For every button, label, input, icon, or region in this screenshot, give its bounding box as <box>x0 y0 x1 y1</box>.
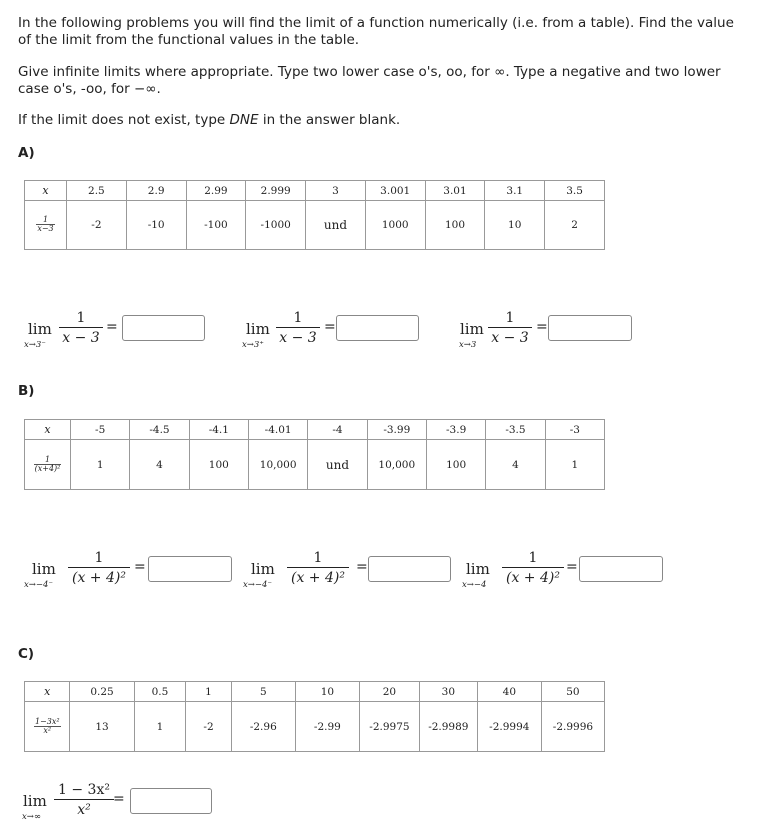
f-header-den: x−3 <box>37 224 54 233</box>
x-value: 3.1 <box>485 181 545 201</box>
lim-subscript: x→3 <box>459 340 477 350</box>
lim-subscript: x→3⁺ <box>242 340 264 350</box>
part-c-f-row <box>25 702 605 752</box>
f-value: 1 <box>134 702 186 752</box>
f-value: 10 <box>485 201 545 250</box>
x-value: -4.1 <box>189 420 248 440</box>
f-value: 1 <box>545 440 604 490</box>
fraction-num: 1 − 3x² <box>54 782 114 800</box>
f-value: -100 <box>186 201 246 250</box>
part-c-label: C) <box>18 646 35 662</box>
part-b-label: B) <box>18 383 35 399</box>
x-value: 40 <box>477 682 541 702</box>
lim-subscript: x→∞ <box>22 812 41 822</box>
f-header-num: 1−3x² <box>34 716 60 726</box>
f-header-den: (x+4)² <box>34 463 61 473</box>
answer-a2-input[interactable] <box>336 315 419 341</box>
f-value: 10,000 <box>248 440 307 490</box>
f-header-num: 1 <box>34 456 62 465</box>
x-value: 2.999 <box>246 181 306 201</box>
x-value: 2.5 <box>67 181 127 201</box>
f-value: -2.9975 <box>359 702 419 752</box>
x-header: x <box>25 181 67 201</box>
intro-p3-end: in the answer blank. <box>258 112 401 128</box>
x-value: 1 <box>186 682 231 702</box>
part-b-f-row <box>25 440 605 490</box>
f-value: 100 <box>425 201 485 250</box>
x-value: 30 <box>419 682 477 702</box>
f-value: -2.9994 <box>477 702 541 752</box>
part-b-table <box>24 419 605 490</box>
lim-subscript: x→−4⁻ <box>24 580 53 590</box>
x-value: 20 <box>359 682 419 702</box>
x-value: 3.001 <box>365 181 425 201</box>
f-value: 1 <box>71 440 130 490</box>
fraction <box>59 310 103 346</box>
f-header-num: 1 <box>36 216 54 225</box>
fraction <box>276 310 320 346</box>
x-value: 3.01 <box>425 181 485 201</box>
answer-b3-input[interactable] <box>579 556 663 582</box>
f-value: -2 <box>186 702 231 752</box>
f-header <box>25 440 71 490</box>
equals-sign: = <box>566 559 578 575</box>
fraction <box>68 550 130 586</box>
equals-sign: = <box>134 559 146 575</box>
fraction-num: 1 <box>59 310 103 328</box>
fraction-den: (x + 4)² <box>506 570 560 586</box>
lim-text: lim <box>32 560 56 578</box>
lim-subscript: x→−4⁻ <box>243 580 272 590</box>
f-value: und <box>306 201 366 250</box>
f-value: 10,000 <box>367 440 426 490</box>
part-c-table <box>24 681 605 752</box>
fraction-num: 1 <box>68 550 130 568</box>
f-value: und <box>308 440 367 490</box>
fraction <box>287 550 349 586</box>
fraction-num: 1 <box>502 550 564 568</box>
lim-text: lim <box>460 320 484 338</box>
part-a-x-row <box>25 181 605 201</box>
f-value: -1000 <box>246 201 306 250</box>
x-value: 2.9 <box>126 181 186 201</box>
intro-paragraph-3 <box>18 112 738 129</box>
f-value: 13 <box>70 702 134 752</box>
dne-text: DNE <box>229 112 259 128</box>
x-value: 0.25 <box>70 682 134 702</box>
x-value: 10 <box>295 682 359 702</box>
lim-text: lim <box>466 560 490 578</box>
x-value: 50 <box>541 682 604 702</box>
fraction-num: 1 <box>276 310 320 328</box>
part-a-label: A) <box>18 145 35 161</box>
x-value: -4.5 <box>130 420 189 440</box>
fraction <box>54 782 114 818</box>
f-header <box>25 702 70 752</box>
x-value: -3.9 <box>426 420 485 440</box>
f-value: 4 <box>130 440 189 490</box>
x-value: 2.99 <box>186 181 246 201</box>
fraction <box>502 550 564 586</box>
f-header <box>25 201 67 250</box>
lim-text: lim <box>246 320 270 338</box>
x-value: -4.01 <box>248 420 307 440</box>
equals-sign: = <box>536 319 548 335</box>
f-value: 100 <box>189 440 248 490</box>
equals-sign: = <box>106 319 118 335</box>
x-value: 3 <box>306 181 366 201</box>
fraction-den: x − 3 <box>62 330 100 346</box>
f-value: 100 <box>426 440 485 490</box>
f-value: -2.9996 <box>541 702 604 752</box>
x-value: 5 <box>231 682 295 702</box>
x-header: x <box>25 420 71 440</box>
fraction-num: 1 <box>287 550 349 568</box>
fraction-den: x − 3 <box>279 330 317 346</box>
lim-subscript: x→3⁻ <box>24 340 46 350</box>
equals-sign: = <box>356 559 368 575</box>
f-header-den: x² <box>43 725 52 735</box>
fraction-den: (x + 4)² <box>291 570 345 586</box>
part-c-x-row <box>25 682 605 702</box>
lim-text: lim <box>23 792 47 810</box>
f-value: 1000 <box>365 201 425 250</box>
part-a-f-row <box>25 201 605 250</box>
equals-sign: = <box>113 791 125 807</box>
intro-p3-start: If the limit does not exist, type <box>18 112 230 128</box>
f-value: 2 <box>545 201 605 250</box>
x-value: -5 <box>71 420 130 440</box>
answer-a1-input[interactable] <box>122 315 205 341</box>
x-value: -3.5 <box>486 420 545 440</box>
x-value: -4 <box>308 420 367 440</box>
f-value: -2.96 <box>231 702 295 752</box>
lim-text: lim <box>28 320 52 338</box>
fraction-den: x − 3 <box>491 330 529 346</box>
answer-b1-input[interactable] <box>148 556 232 582</box>
intro-paragraph-2: Give infinite limits where appropriate. Type two lower case o's, oo, for ∞. Type a negative and two lower case o's, -oo, for −∞. <box>18 64 721 97</box>
fraction-den: (x + 4)² <box>72 570 126 586</box>
answer-b2-input[interactable] <box>368 556 451 582</box>
part-a-table <box>24 180 605 250</box>
intro-paragraph-1: In the following problems you will find the limit of a function numerically (i.e. from a table). Find the value of the limit from the functional values in the table. <box>18 15 734 48</box>
f-value: -10 <box>126 201 186 250</box>
answer-a3-input[interactable] <box>548 315 632 341</box>
f-value: 4 <box>486 440 545 490</box>
answer-c1-input[interactable] <box>130 788 212 814</box>
fraction <box>488 310 532 346</box>
part-b-x-row <box>25 420 605 440</box>
x-value: 3.5 <box>545 181 605 201</box>
fraction-den: x² <box>77 802 91 818</box>
f-value: -2.99 <box>295 702 359 752</box>
f-value: -2 <box>67 201 127 250</box>
x-header: x <box>25 682 70 702</box>
f-value: -2.9989 <box>419 702 477 752</box>
fraction-num: 1 <box>488 310 532 328</box>
lim-text: lim <box>251 560 275 578</box>
x-value: -3 <box>545 420 604 440</box>
lim-subscript: x→−4 <box>462 580 487 590</box>
x-value: 0.5 <box>134 682 186 702</box>
x-value: -3.99 <box>367 420 426 440</box>
equals-sign: = <box>324 319 336 335</box>
